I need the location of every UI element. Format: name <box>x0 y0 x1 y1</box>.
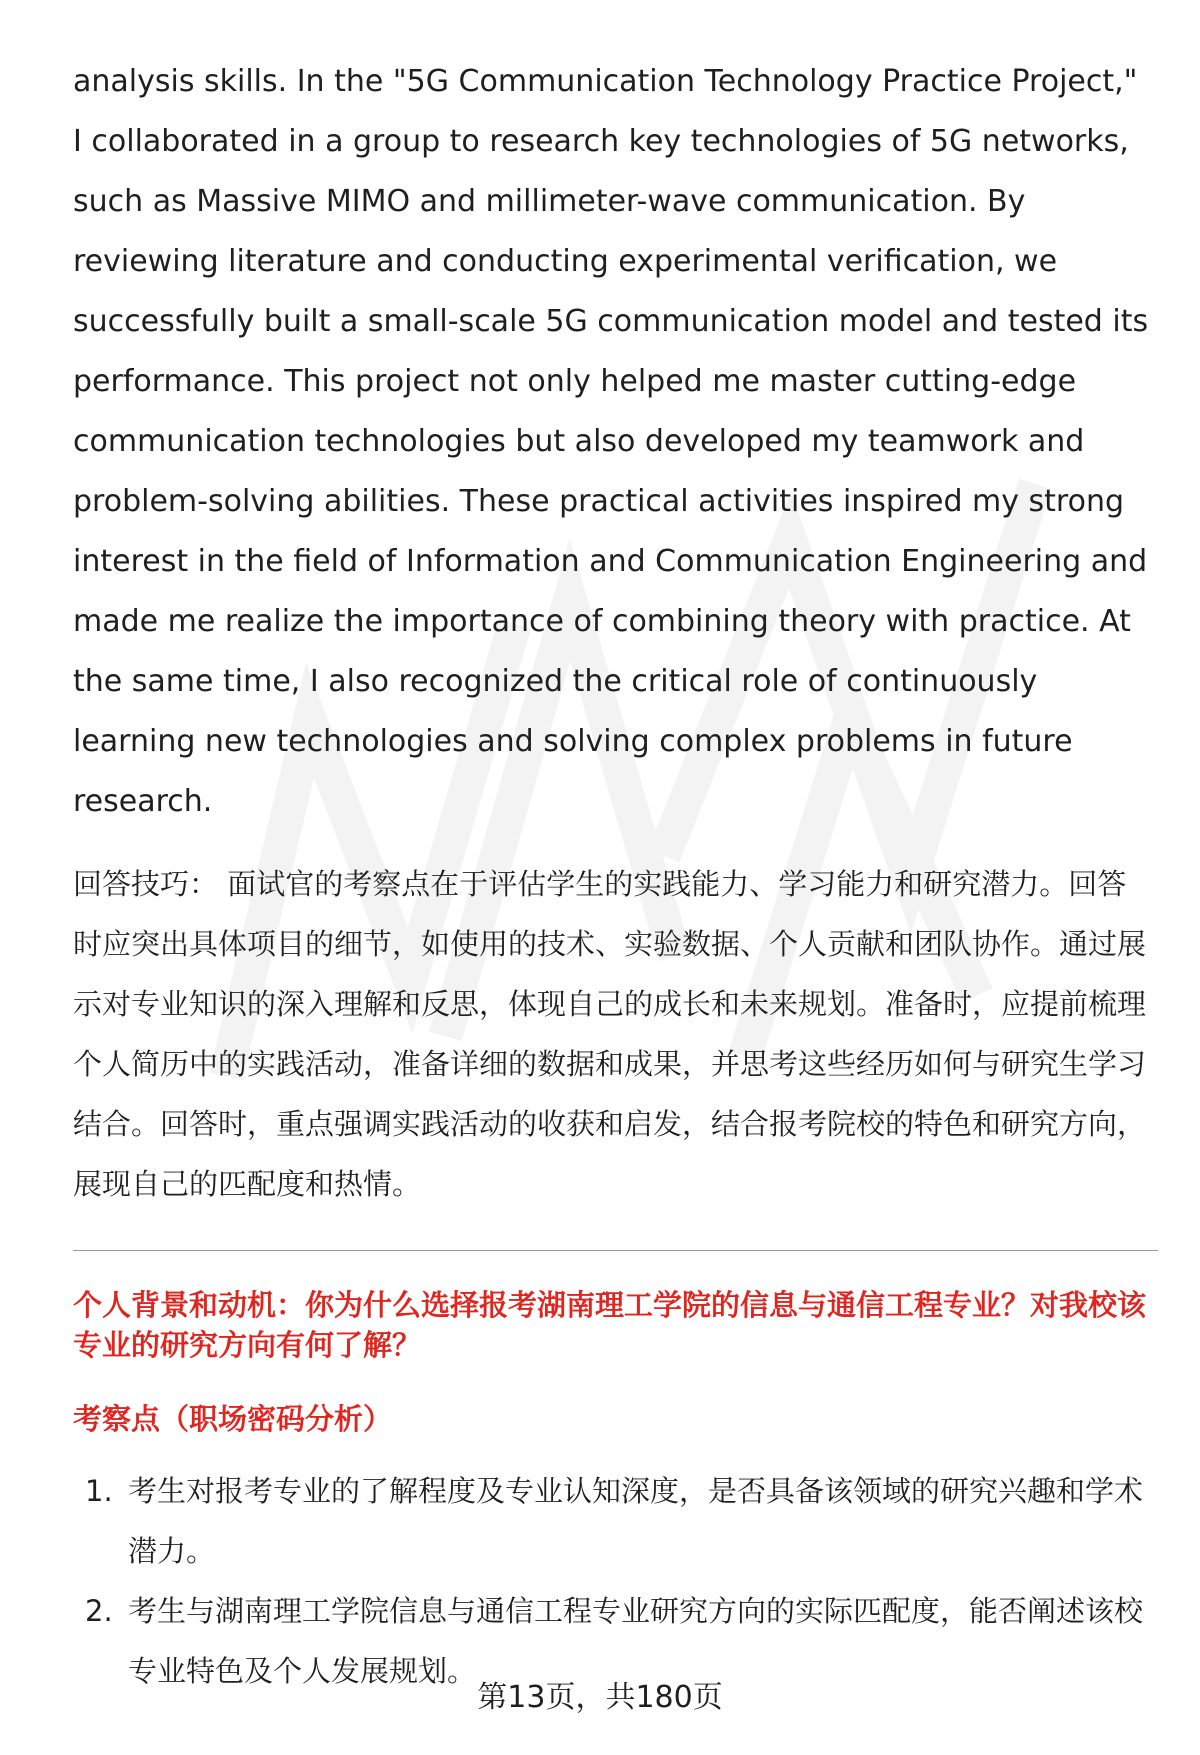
tip-text: 面试官的考察点在于评估学生的实践能力、学习能力和研究潜力。回答时应突出具体项目的细节，如使用的技术、实验数据、个人贡献和团队协作。通过展示对专业知识的深入理解和反思，体现自己的成长和未来规划。准备时，应提前梳理个人简历中的实践活动，准备详细的数据和成果，并思考这些经历如何与研究生学习结合。回答时，重点强调实践活动的收获和启发，结合报考院校的特色和研究方向，展现自己的匹配度和热情。 <box>73 867 1147 1201</box>
question-heading: 个人背景和动机：你为什么选择报考湖南理工学院的信息与通信工程专业？对我校该专业的研究方向有何了解？ <box>73 1288 1147 1362</box>
list-item-number: 1. <box>85 1474 113 1508</box>
page-number: 第13页，共180页 <box>477 1680 723 1715</box>
section-title: 考察点（职场密码分析） <box>73 1402 393 1436</box>
list-item-text: 考生与湖南理工学院信息与通信工程专业研究方向的实际匹配度，能否阐述该校专业特色及个人发展规划。 <box>128 1594 1144 1688</box>
answer-tip <box>73 854 1155 1214</box>
section-divider <box>73 1250 1158 1251</box>
list-item <box>73 1461 1155 1581</box>
points-list <box>73 1461 1155 1701</box>
answer-paragraph: analysis skills. In the "5G Communication Technology Practice Project," I collaborated in a group to research key technologies of 5G networks, such as Massive MIMO and millimeter-wave communication. By reviewing literature and conducting experimental verification, we successfully built a small-scale 5G communication model and tested its performance. This project not only helped me master cutting-edge communication technologies but also developed my teamwork and problem-solving abilities. These practical activities inspired my strong interest in the field of Information and Communication Engineering and made me realize the importance of combining theory with practice. At the same time, I also recognized the critical role of continuously learning new technologies and solving complex problems in future research. <box>73 64 1149 819</box>
page-content <box>73 52 1155 1701</box>
list-item-number: 2. <box>85 1594 113 1628</box>
list-item-text: 考生对报考专业的了解程度及专业认知深度，是否具备该领域的研究兴趣和学术潜力。 <box>128 1474 1144 1568</box>
tip-label: 回答技巧： <box>73 867 219 901</box>
